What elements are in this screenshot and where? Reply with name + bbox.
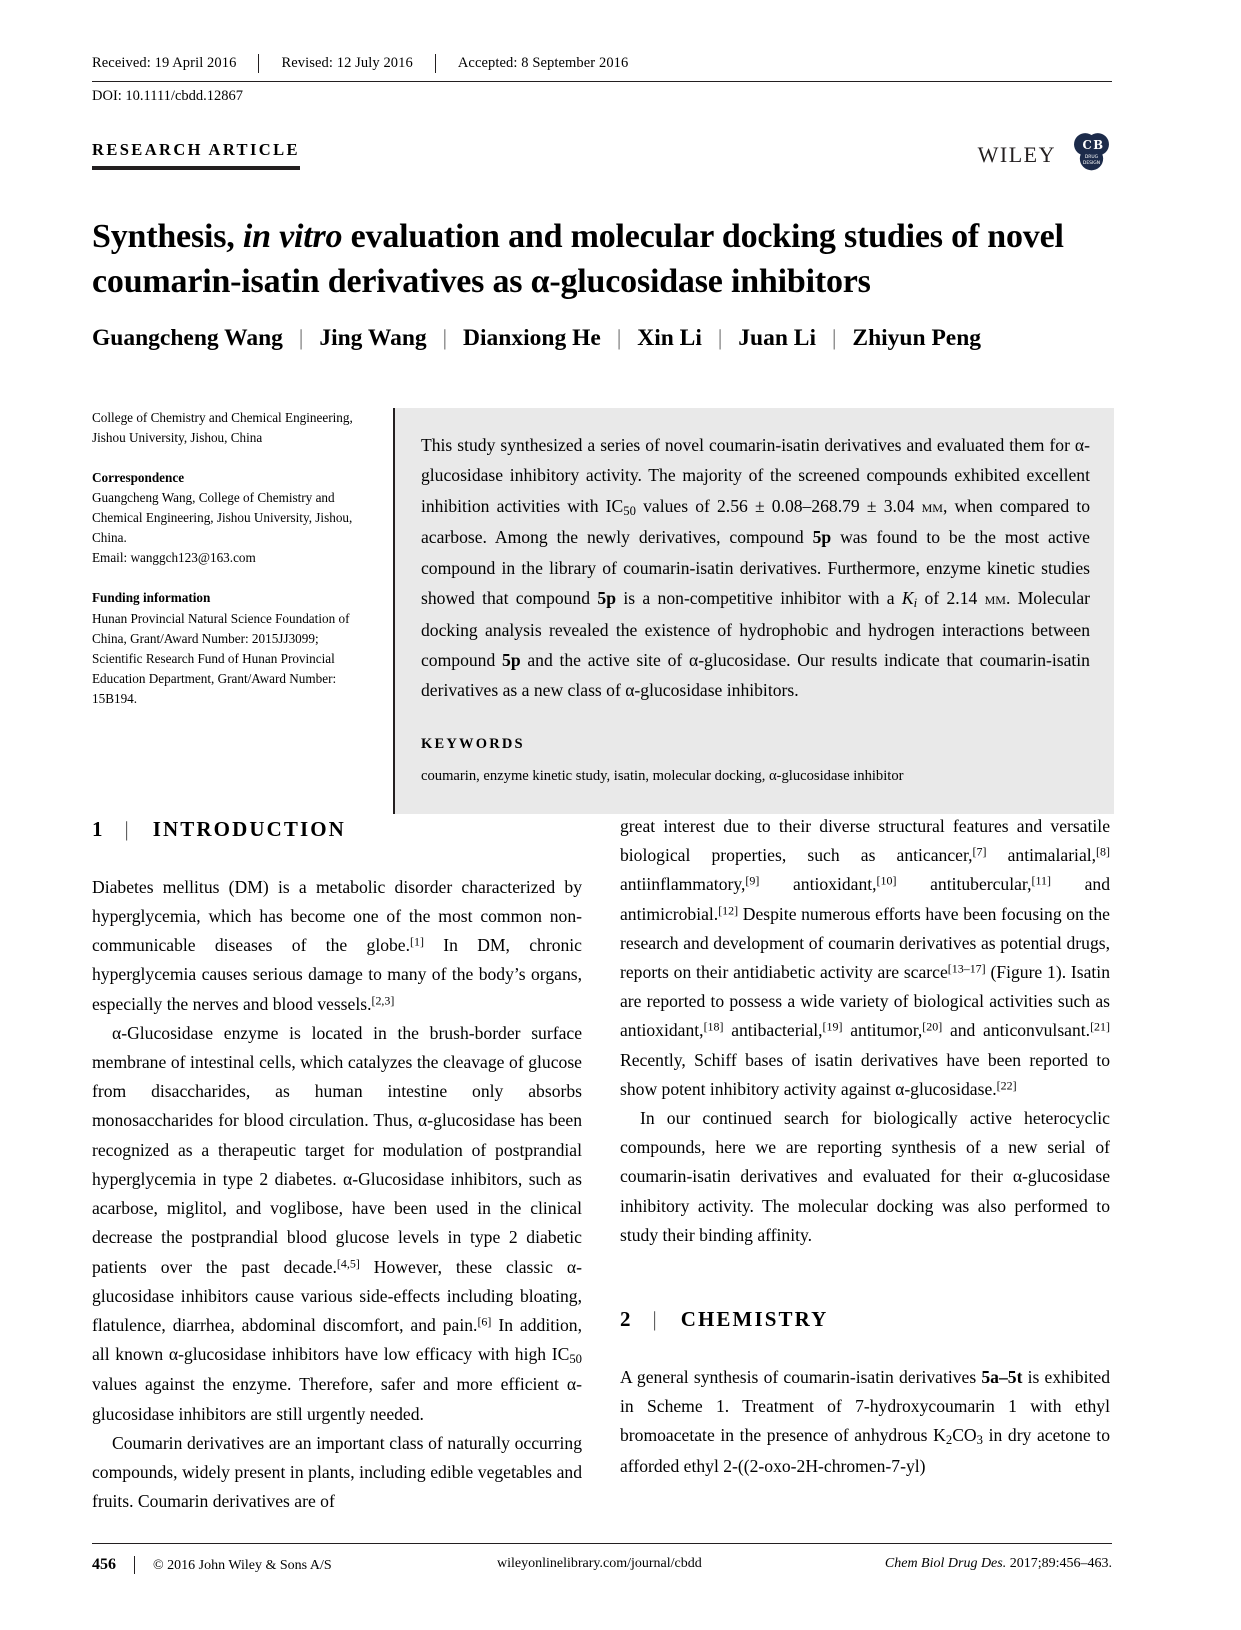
para-seg: antibacterial, [723, 1020, 823, 1041]
title-part-1: Synthesis, [92, 217, 243, 255]
paragraph [620, 812, 1110, 1104]
affiliation-text: College of Chemistry and Chemical Engineering, Jishou University, Jishou, China [92, 410, 353, 446]
paragraph [620, 1363, 1110, 1481]
citation-ref: [10] [876, 874, 897, 889]
date-divider [435, 54, 436, 73]
paragraph: In our continued search for biologically active heterocyclic compounds, here we are reporting synthesis of a new serial of coumarin-isatin derivatives and evaluated for their α-glucosidase inhibitory activity. The molecular docking was also performed to study their binding affinity. [620, 1108, 1110, 1245]
citation-ref: [6] [477, 1314, 492, 1329]
author-separator: | [717, 325, 723, 350]
abstract-seg-7: . Molecular docking analysis revealed the existence of hydrophobic and hydrogen interactions between compound [421, 587, 1091, 671]
journal-citation [885, 1556, 1112, 1572]
para-seg: antitumor, [842, 1020, 923, 1041]
citation-ref: [4,5] [336, 1256, 360, 1271]
page-title [92, 215, 1092, 305]
ic50-subscript: 50 [569, 1352, 582, 1367]
citation-ref: [1] [410, 934, 424, 949]
received-date: Received: 19 April 2016 [92, 55, 237, 71]
para-seg: (Figure 1). Isatin are reported to possess a wide variety of biological activities such as antioxidant, [620, 962, 1110, 1041]
author-5: Juan Li [738, 325, 816, 351]
funding-block [92, 588, 364, 708]
author-3: Dianxiong He [463, 325, 601, 351]
citation-ref: [22] [996, 1078, 1017, 1093]
svg-text:C: C [1082, 137, 1092, 152]
correspondence-heading: Correspondence [92, 470, 185, 486]
para-seg: Recently, Schiff bases of isatin derivatives have been reported to show potent inhibitory activity against α-glucosidase. [620, 1049, 1110, 1099]
author-separator: | [616, 325, 622, 350]
formula-subscript: 2 [945, 1433, 953, 1448]
publication-dates [92, 54, 1112, 78]
citation-ref: [13–17] [947, 961, 986, 976]
abstract-seg-1: This study synthesized a series of novel coumarin-isatin derivatives and evaluated them for α-glucosidase inhibitory activity. The majority of the screened compounds exhibited excellent inhibition activities with IC [421, 435, 1090, 516]
abstract-compound-3: 5p [502, 650, 521, 671]
citation-ref: [20] [922, 1020, 943, 1035]
svg-text:DESIGN: DESIGN [1082, 161, 1101, 167]
para-seg: values against the enzyme. Therefore, safer and more efficient α-glucosidase inhibitors are still urgently needed. [92, 1374, 582, 1424]
title-part-2: evaluation and molecular docking studies of novel coumarin-isatin derivatives as α-glucosidase inhibitors [92, 217, 1064, 300]
publisher-block [978, 130, 1113, 173]
affiliation-block [92, 408, 364, 448]
author-1: Guangcheng Wang [92, 325, 283, 351]
citation-ref: [18] [703, 1020, 724, 1035]
citation-ref: [2,3] [371, 993, 395, 1008]
funding-text: Hunan Provincial Natural Science Foundation of China, Grant/Award Number: 2015JJ3099; Scientific Research Fund of Hunan Provincial Education Department, Grant/Award Number: 15B194. [92, 610, 350, 706]
para-seg: antitubercular, [896, 874, 1032, 895]
para-seg: In addition, all known α-glucosidase inhibitors have low efficacy with high IC [92, 1314, 582, 1365]
article-type-banner: RESEARCH ARTICLE [92, 140, 300, 170]
abstract-ic50-subscript: 50 [623, 503, 636, 518]
para-seg: is exhibited in Scheme 1. Treatment of 7-hydroxycoumarin 1 with ethyl bromoacetate in the presence of anhydrous K [620, 1366, 1110, 1446]
section-number: 1 [92, 817, 103, 841]
author-separator: | [832, 325, 837, 350]
abstract-seg-6: of 2.14 [917, 587, 985, 608]
abstract-inner [395, 408, 1114, 814]
para-seg: great interest due to their diverse structural features and versatile biological properties, such as anticancer, [620, 816, 1110, 866]
keywords-heading: KEYWORDS [421, 735, 525, 752]
author-6: Zhiyun Peng [852, 325, 982, 351]
journal-name: Chem Biol Drug Des. [884, 1556, 1007, 1571]
correspondence-block [92, 468, 364, 568]
title-italic: in vitro [242, 217, 343, 255]
abstract-seg-2: values of 2.56 ± 0.08–268.79 ± 3.04 [635, 495, 922, 516]
abstract-seg-5: is a non-competitive inhibitor with a [616, 587, 902, 608]
abstract-seg-4: was found to be the most active compound in the library of coumarin-isatin derivatives. Furthermore, enzyme kinetic studies showed that compound [421, 527, 1090, 608]
paragraph [92, 873, 582, 1019]
correspondence-text: Guangcheng Wang, College of Chemistry and Chemical Engineering, Jishou University, Jishou, China. [92, 490, 353, 546]
citation-ref: [11] [1031, 874, 1051, 889]
section-number: 2 [620, 1307, 631, 1332]
funding-heading: Funding information [92, 590, 211, 606]
section-label: INTRODUCTION [152, 817, 346, 841]
header-rule [92, 81, 1112, 82]
section-bar: | [124, 817, 129, 841]
para-seg: Despite numerous efforts have been focusing on the research and development of coumarin derivatives as potential drugs, reports on their antidiabetic activity are scarce [620, 903, 1110, 983]
section-heading-chemistry [620, 1302, 1110, 1337]
formula-subscript: 3 [976, 1433, 983, 1448]
abstract-box [393, 408, 1114, 814]
abstract-unit-1: μm [921, 495, 943, 516]
svg-text:B: B [1093, 137, 1104, 152]
abstract-ki-subscript: i [913, 596, 918, 611]
para-seg: α-Glucosidase enzyme is located in the brush-border surface membrane of intestinal cells, which catalyzes the cleavage of glucose from disaccharides, as human intestine only absorbs monosaccharides for blood circulation. Thus, α-glucosidase has been recognized as a therapeutic target for modulation of postprandial hyperglycemia in type 2 diabetes. α-Glucosidase inhibitors, such as acarbose, miglitol, and voglibose, have been used in the clinical decrease the postprandial blood glucose levels in type 2 diabetic patients over the past decade. [92, 1022, 582, 1277]
para-seg: and anticonvulsant. [942, 1020, 1091, 1041]
page-number: 456 [92, 1556, 116, 1573]
svg-text:DRUG: DRUG [1084, 154, 1099, 160]
body-column-left [92, 812, 582, 1516]
para-seg: in dry acetone to afforded ethyl 2-((2-oxo-2H-chromen-7-yl) [620, 1425, 1110, 1476]
abstract-seg-3: , when compared to acarbose. Among the newly derivatives, compound [421, 495, 1090, 548]
paragraph [92, 1019, 582, 1429]
author-metadata-column [92, 408, 364, 729]
page-footer [92, 1556, 1112, 1574]
abstract-unit-2: μm [984, 587, 1006, 608]
author-separator: | [298, 325, 304, 350]
author-2: Jing Wang [319, 325, 427, 351]
doi-line: DOI: 10.1111/cbdd.12867 [92, 88, 244, 104]
section-bar: | [652, 1307, 657, 1332]
author-separator: | [442, 325, 448, 350]
accepted-date: Accepted: 8 September 2016 [457, 55, 629, 71]
para-seg: In DM, chronic hyperglycemia causes serious damage to many of the body’s organs, especially the nerves and blood vessels. [92, 935, 582, 1014]
keywords-list: coumarin, enzyme kinetic study, isatin, molecular docking, α-glucosidase inhibitor [421, 767, 904, 784]
abstract-compound-1: 5p [812, 527, 832, 548]
wiley-wordmark: wiley [977, 133, 1056, 169]
revised-date: Revised: 12 July 2016 [281, 55, 413, 71]
section-label: CHEMISTRY [680, 1307, 829, 1332]
abstract-ki-symbol: K [901, 587, 914, 608]
para-seg: antioxidant, [759, 874, 877, 895]
citation-ref: [8] [1096, 844, 1110, 859]
para-seg: CO [952, 1425, 977, 1446]
citation-ref: [7] [972, 844, 987, 859]
body-column-right [620, 812, 1110, 1481]
para-seg: A general synthesis of coumarin-isatin derivatives [620, 1366, 982, 1387]
abstract-compound-2: 5p [597, 587, 617, 608]
abstract-seg-8: and the active site of α-glucosidase. Our results indicate that coumarin-isatin derivatives as a new class of α-glucosidase inhibitors. [421, 650, 1090, 701]
compound-label: 5a–5t [981, 1366, 1023, 1387]
citation-ref: [21] [1090, 1020, 1110, 1035]
cbdd-journal-logo-icon [1070, 130, 1113, 173]
para-seg: antimalarial, [986, 845, 1097, 866]
para-seg: Diabetes mellitus (DM) is a metabolic disorder characterized by hyperglycemia, which has become one of the most common non-communicable diseases of the globe. [92, 876, 582, 956]
journal-volume: 2017;89:456–463. [1006, 1556, 1112, 1571]
citation-ref: [9] [745, 874, 760, 889]
section-heading-introduction [92, 812, 582, 847]
para-seg: However, these classic α-glucosidase inhibitors cause various side-effects including bloating, flatulence, diarrhea, abdominal discomfort, and pain. [92, 1256, 582, 1335]
journal-url[interactable]: wileyonlinelibrary.com/journal/cbdd [497, 1556, 702, 1571]
citation-ref: [12] [718, 903, 739, 918]
copyright-text: © 2016 John Wiley & Sons A/S [153, 1558, 332, 1573]
footer-divider [134, 1556, 135, 1574]
citation-ref: [19] [822, 1020, 843, 1035]
paragraph: Coumarin derivatives are an important class of naturally occurring compounds, widely present in plants, including edible vegetables and fruits. Coumarin derivatives are of [92, 1432, 582, 1512]
author-4: Xin Li [637, 325, 702, 351]
author-list [92, 325, 1122, 352]
abstract-text [421, 430, 1090, 706]
para-seg: antiinflammatory, [620, 874, 746, 895]
para-seg: and antimicrobial. [620, 874, 1110, 924]
footer-rule [92, 1543, 1112, 1544]
date-divider [258, 54, 259, 73]
correspondence-email: Email: wanggch123@163.com [92, 550, 256, 566]
